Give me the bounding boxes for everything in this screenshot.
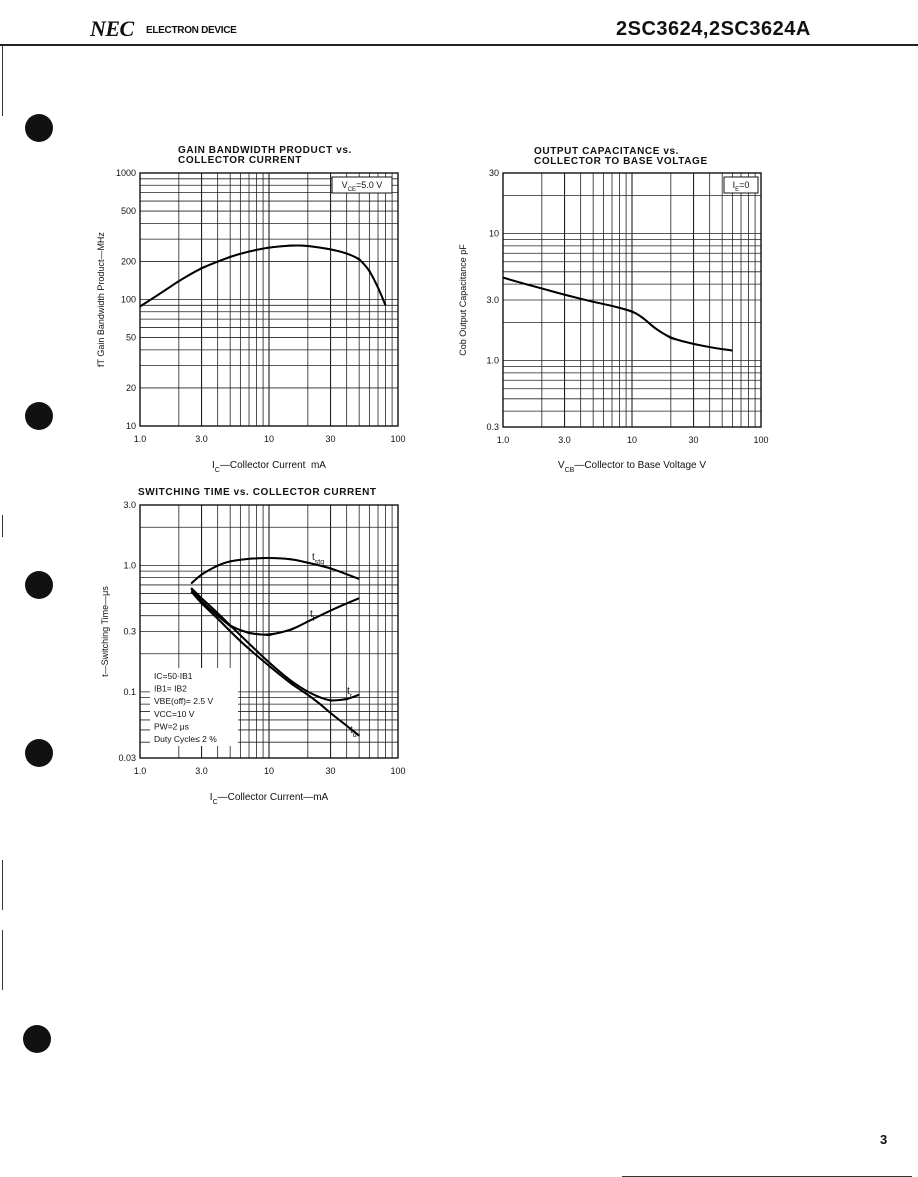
capacitance-chart-title-line2: COLLECTOR TO BASE VOLTAGE xyxy=(534,156,708,167)
switching-series-tstg xyxy=(191,558,359,583)
capacitance-data-point-Cob xyxy=(654,328,655,329)
capacitance-x-tick-label: 10 xyxy=(626,435,638,445)
switching-data-point-tr xyxy=(240,635,241,636)
gain-data-point-fT xyxy=(140,306,141,307)
switching-data-point-tf xyxy=(330,610,331,611)
switching-data-point-tr xyxy=(346,699,347,700)
brand-logo: NEC xyxy=(90,16,134,41)
switching-condition-line: Duty Cycle≤ 2 % xyxy=(154,734,217,744)
switching-x-tick-label: 1.0 xyxy=(133,766,147,776)
switching-condition-line: PW=2 μs xyxy=(154,721,189,732)
capacitance-y-tick-label: 30 xyxy=(488,168,499,178)
switching-data-point-tstg xyxy=(191,583,192,584)
gain-x-tick-label: 1.0 xyxy=(133,434,147,444)
capacitance-y-tick-label: 0.3 xyxy=(486,422,499,432)
gain-legend-text: $V_{CE}=5.0$ V xyxy=(341,180,383,193)
capacitance-series-Cob xyxy=(503,278,732,351)
switching-data-point-td xyxy=(359,735,360,736)
switching-series-label-td: $t_d$ xyxy=(350,725,357,739)
capacitance-chart-title-line1: OUTPUT CAPACITANCE vs. xyxy=(534,146,680,157)
switching-series-label-tstg: $t_{stg}$ xyxy=(312,552,325,566)
switching-data-point-tr xyxy=(291,681,292,682)
switching-chart-group xyxy=(100,500,406,806)
switching-data-point-tf xyxy=(217,615,218,616)
capacitance-data-point-Cob xyxy=(541,288,542,289)
switching-data-point-tr xyxy=(191,588,192,589)
gain-data-point-fT xyxy=(378,287,379,288)
gain-y-tick-label: 20 xyxy=(125,382,136,393)
capacitance-x-tick-label: 30 xyxy=(688,435,699,445)
switching-data-point-tstg xyxy=(307,562,308,563)
part-number: 2SC3624,2SC3624A xyxy=(616,18,811,40)
gain-data-point-fT xyxy=(291,245,292,246)
switching-data-point-tr xyxy=(320,697,321,698)
switching-data-point-td xyxy=(201,603,202,604)
switching-data-point-tstg xyxy=(291,559,292,560)
gain-data-point-fT xyxy=(162,291,163,292)
switching-data-point-tstg xyxy=(346,574,347,575)
capacitance-y-tick-label: 10 xyxy=(488,228,499,239)
gain-data-point-fT xyxy=(330,249,331,250)
switching-x-tick-label: 30 xyxy=(325,766,336,776)
gain-data-point-fT xyxy=(178,281,179,282)
page-number: 3 xyxy=(880,1132,888,1147)
switching-data-point-td xyxy=(240,641,241,642)
switching-y-tick-label: 3.0 xyxy=(123,500,136,510)
gain-y-tick-label: 10 xyxy=(125,421,136,431)
capacitance-data-point-Cob xyxy=(503,277,504,278)
switching-data-point-tstg xyxy=(269,557,270,558)
capacitance-x-axis-label: $V_{CB}—Collector$ to Base Voltage V xyxy=(557,460,707,474)
capacitance-series-line-Cob xyxy=(503,278,732,351)
capacitance-y-axis-label: Cob Output Capacitance pF xyxy=(458,244,468,356)
capacitance-x-tick-label: 100 xyxy=(753,435,769,445)
capacitance-data-point-Cob xyxy=(593,301,594,302)
capacitance-legend-text: $I_E=0$ xyxy=(732,180,750,193)
capacitance-data-point-Cob xyxy=(732,350,733,351)
switching-x-tick-label: 100 xyxy=(390,766,406,776)
switching-x-axis-label: $I_C—Collector$ Current—mA xyxy=(209,792,329,806)
capacitance-data-point-Cob xyxy=(632,311,633,312)
switching-data-point-tf xyxy=(269,635,270,636)
switching-series-label-tr: $t_r$ xyxy=(347,686,353,700)
capacitance-x-tick-label: 1.0 xyxy=(496,435,510,445)
gain-data-point-fT xyxy=(359,258,360,259)
capacitance-y-tick-label: 3.0 xyxy=(486,295,499,305)
capacitance-data-point-Cob xyxy=(525,284,526,285)
switching-data-point-td xyxy=(307,694,308,695)
switching-data-point-tf xyxy=(291,629,292,630)
gain-chart-group xyxy=(96,168,406,474)
switching-condition-line: VCC=10 V xyxy=(154,708,195,719)
switching-data-point-td xyxy=(330,713,331,714)
capacitance-data-point-Cob xyxy=(564,294,565,295)
switching-data-point-tstg xyxy=(201,574,202,575)
gain-data-point-fT xyxy=(369,270,370,271)
switching-y-tick-label: 0.1 xyxy=(123,686,136,697)
switching-data-point-tstg xyxy=(330,568,331,569)
switching-data-point-tr xyxy=(307,691,308,692)
gain-y-axis-label: fT Gain Bandwidth Product—MHz xyxy=(96,232,106,367)
gain-data-point-fT xyxy=(201,267,202,268)
capacitance-y-tick-label: 1.0 xyxy=(486,355,499,366)
switching-x-tick-label: 10 xyxy=(263,766,275,776)
gain-x-tick-label: 3.0 xyxy=(195,434,208,444)
switching-series-label-tf: $t_f$ xyxy=(310,609,315,623)
gain-data-point-fT xyxy=(385,305,386,306)
gain-y-tick-label: 100 xyxy=(120,294,136,305)
switching-condition-line: VBE(off)= 2.5 V xyxy=(154,696,214,707)
gain-y-tick-label: 1000 xyxy=(115,168,136,178)
switching-y-tick-label: 1.0 xyxy=(123,560,136,571)
capacitance-data-point-Cob xyxy=(693,344,694,345)
capacitance-data-point-Cob xyxy=(642,317,643,318)
gain-x-tick-label: 100 xyxy=(390,434,406,444)
gain-data-point-fT xyxy=(249,251,250,252)
switching-y-axis-label: t—Switching Time—μs xyxy=(100,586,110,677)
gain-y-tick-label: 50 xyxy=(125,332,136,343)
switching-data-point-td xyxy=(191,591,192,592)
switching-data-point-td xyxy=(320,704,321,705)
gain-x-axis-label: $I_C—Collector$ Current mA xyxy=(212,460,326,474)
gain-data-point-fT xyxy=(230,256,231,257)
gain-chart-title-line1: GAIN BANDWIDTH PRODUCT vs. xyxy=(178,145,352,156)
gain-chart-title-line2: COLLECTOR CURRENT xyxy=(178,155,302,166)
switching-data-point-tf xyxy=(346,603,347,604)
capacitance-data-point-Cob xyxy=(612,305,613,306)
switching-data-point-tr xyxy=(217,613,218,614)
capacitance-chart-group xyxy=(458,168,769,474)
switching-data-point-tf xyxy=(359,598,360,599)
gain-data-point-fT xyxy=(346,253,347,254)
switching-data-point-tr xyxy=(359,694,360,695)
switching-data-point-tf xyxy=(307,621,308,622)
brand-subtitle: ELECTRON DEVICE xyxy=(146,25,237,36)
switching-y-tick-label: 0.3 xyxy=(123,626,136,637)
switching-data-point-td xyxy=(217,618,218,619)
gain-y-tick-label: 500 xyxy=(120,206,136,217)
gain-y-tick-label: 200 xyxy=(120,256,136,267)
switching-data-point-td xyxy=(291,684,292,685)
capacitance-data-point-Cob xyxy=(670,338,671,339)
gain-x-tick-label: 10 xyxy=(263,434,275,444)
switching-chart-title: SWITCHING TIME vs. COLLECTOR CURRENT xyxy=(138,487,377,498)
switching-x-tick-label: 3.0 xyxy=(195,766,208,776)
switching-data-point-tr xyxy=(201,598,202,599)
capacitance-x-tick-label: 3.0 xyxy=(558,435,571,445)
switching-data-point-tr xyxy=(330,700,331,701)
switching-condition-line: IB1= IB2 xyxy=(154,683,187,694)
switching-data-point-tr xyxy=(269,662,270,663)
switching-data-point-td xyxy=(269,666,270,667)
gain-x-tick-label: 30 xyxy=(325,434,336,444)
switching-data-point-tstg xyxy=(249,558,250,559)
switching-data-point-tstg xyxy=(359,579,360,580)
switching-data-point-tf xyxy=(249,633,250,634)
switching-data-point-tstg xyxy=(230,561,231,562)
switching-y-tick-label: 0.03 xyxy=(118,753,136,763)
switching-data-point-td xyxy=(346,725,347,726)
switching-condition-line: IC=50·IB1 xyxy=(154,671,193,681)
gain-data-point-fT xyxy=(269,247,270,248)
switching-data-point-tstg xyxy=(217,565,218,566)
gain-data-point-fT xyxy=(307,245,308,246)
capacitance-data-point-Cob xyxy=(716,348,717,349)
